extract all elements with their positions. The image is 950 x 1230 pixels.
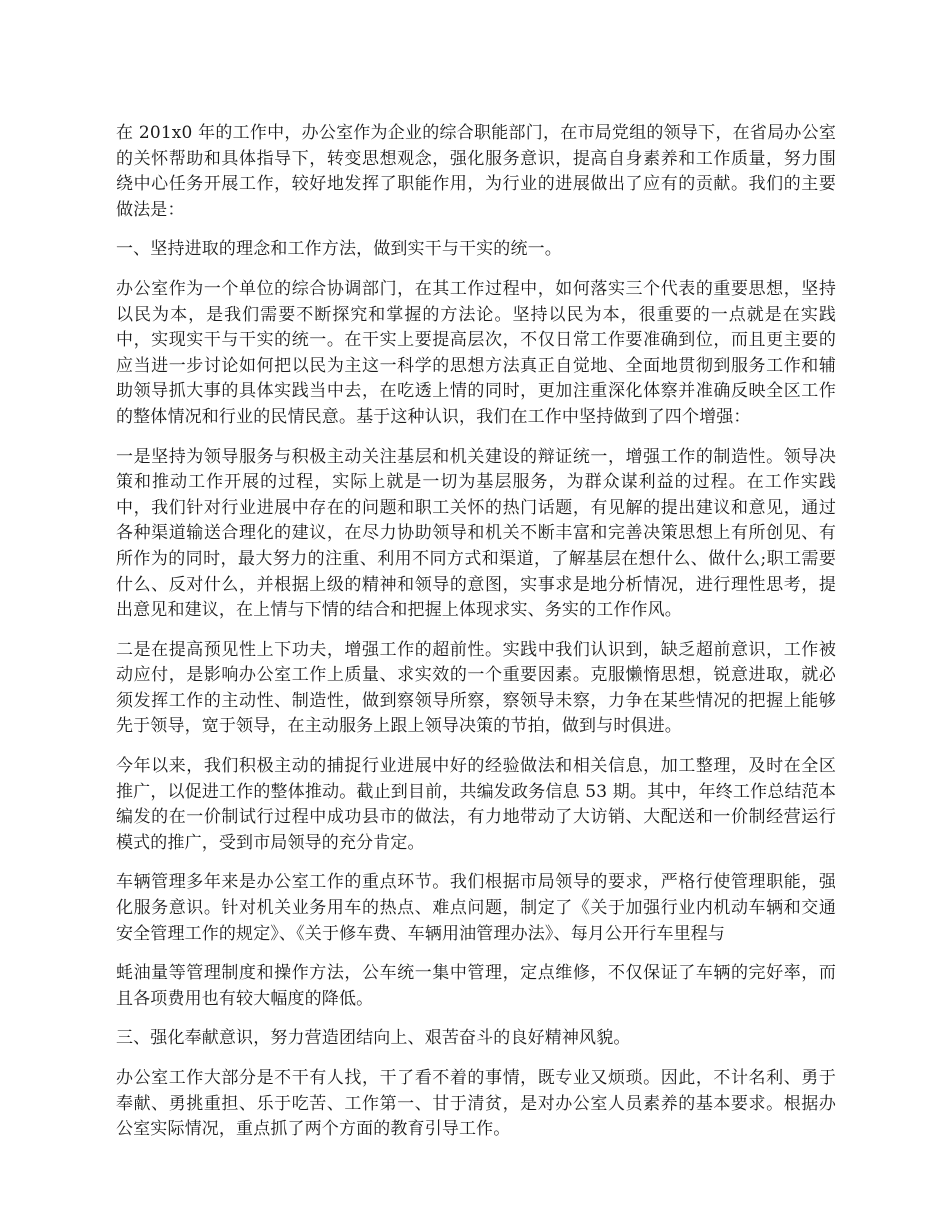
section-heading-1: 一、坚持进取的理念和工作方法，做到实干与干实的统一。	[116, 239, 562, 260]
body-paragraph: 一是坚持为领导服务与积极主动关注基层和机关建设的辩证统一，增强工作的制造性。领导决策和推动工作开展的过程，实际上就是一切为基层服务，为群众谋利益的过程。在工作实践中，我们针对行业进展中存在的问题和职工关怀的热门话题，有见解的提出建议和意见，通过各种渠道输送合理化的建议，在尽力协助领导和机关不断丰富和完善决策思想上有所创见、有所作为的同时，最大努力的注重、利用不同方式和渠道，了解基层在想什么、做什么;职工需要什么、反对什么，并根据上级的精神和领导的意图，实事求是地分析情况，进行理性思考，提出意见和建议，在上情与下情的结合和把握上体现求实、务实的工作作风。	[116, 446, 836, 621]
body-paragraph: 今年以来，我们积极主动的捕捉行业进展中好的经验做法和相关信息，加工整理，及时在全区推广，以促进工作的整体推动。截止到目前，共编发政务信息 53 期。其中，年终工作总结范本编发的在一价制试行过程中成功县市的做法，有力地带动了大访销、大配送和一价制经营运行模式的推广，受到市局领导的充分肯定。	[116, 756, 836, 853]
intro-paragraph: 在 201x0 年的工作中，办公室作为企业的综合职能部门，在市局党组的领导下，在省局办公室的关怀帮助和具体指导下，转变思想观念，强化服务意识，提高自身素养和工作质量，努力围绕中心任务开展工作，较好地发挥了职能作用，为行业的进展做出了应有的贡献。我们的主要做法是：	[116, 123, 836, 220]
body-paragraph: 二是在提高预见性上下功夫，增强工作的超前性。实践中我们认识到，缺乏超前意识，工作被动应付，是影响办公室工作上质量、求实效的一个重要因素。克服懒惰思想，锐意进取，就必须发挥工作的主动性、制造性，做到察领导所察，察领导未察，力争在某些情况的把握上能够先于领导，宽于领导，在主动服务上跟上领导决策的节拍，做到与时俱进。	[116, 639, 836, 737]
section-heading-3: 三、强化奉献意识，努力营造团结向上、艰苦奋斗的良好精神风貌。	[116, 1028, 631, 1049]
body-paragraph: 车辆管理多年来是办公室工作的重点环节。我们根据市局领导的要求，严格行使管理职能，强化服务意识。针对机关业务用车的热点、难点问题，制定了《关于加强行业内机动车辆和交通安全管理工作的规定》、《关于修车费、车辆用油管理办法》、每月公开行车里程与	[116, 872, 836, 944]
body-paragraph: 办公室作为一个单位的综合协调部门，在其工作过程中，如何落实三个代表的重要思想，坚持以民为本，是我们需要不断探究和掌握的方法论。坚持以民为本，很重要的一点就是在实践中，实现实干与干实的统一。在干实上要提高层次，不仅日常工作要准确到位，而且更主要的应当进一步讨论如何把以民为主这一科学的思想方法真正自觉地、全面地贯彻到服务工作和辅助领导抓大事的具体实践当中去，在吃透上情的同时，更加注重深化体察并准确反映全区工作的整体情况和行业的民情民意。基于这种认识，我们在工作中坚持做到了四个增强：	[116, 278, 836, 427]
document-body	[116, 121, 836, 1157]
body-paragraph: 办公室工作大部分是不干有人找，干了看不着的事情，既专业又烦琐。因此，不计名利、勇于奉献、勇挑重担、乐于吃苦、工作第一、甘于清贫，是对办公室人员素养的基本要求。根据办公室实际情况，重点抓了两个方面的教育引导工作。	[116, 1068, 836, 1140]
body-paragraph: 蚝油量等管理制度和操作方法，公车统一集中管理，定点维修，不仅保证了车辆的完好率，而且各项费用也有较大幅度的降低。	[116, 963, 836, 1009]
